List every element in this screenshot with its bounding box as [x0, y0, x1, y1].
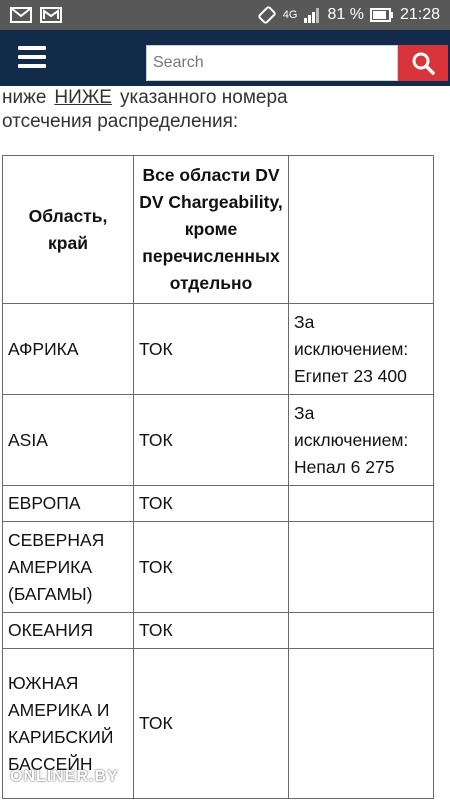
row-value: ТОК — [134, 395, 289, 486]
watermark: ONLINER.BY — [10, 768, 119, 785]
row-exception: За исключением: Непал 6 275 — [289, 395, 434, 486]
intro-text — [2, 86, 442, 134]
row-value: ТОК — [134, 304, 289, 395]
site-header — [0, 30, 450, 86]
search-button[interactable] — [398, 45, 448, 81]
signal-icon — [303, 7, 321, 23]
regions-table — [2, 155, 434, 799]
search-bar — [146, 45, 448, 81]
status-right — [257, 6, 440, 24]
row-value: ТОК — [134, 613, 289, 649]
clock: 21:28 — [399, 6, 440, 23]
row-region: ЕВРОПА — [3, 486, 134, 522]
row-exception — [289, 613, 434, 649]
intro-after: указанного номера — [119, 87, 288, 108]
gallery-mail-icon — [40, 7, 62, 23]
row-value: ТОК — [134, 649, 289, 799]
header-exceptions — [289, 156, 434, 304]
header-all-areas: Все области DV DV Chargeability, кроме перечисленных отдельно — [134, 156, 289, 304]
table-row — [3, 486, 434, 522]
battery-percent: 81 % — [327, 6, 364, 23]
row-value: ТОК — [134, 486, 289, 522]
row-exception: За исключением: Египет 23 400 — [289, 304, 434, 395]
notification-icons — [10, 7, 62, 23]
mail-icon — [10, 7, 32, 23]
row-region: ОКЕАНИЯ — [3, 613, 134, 649]
table-row — [3, 304, 434, 395]
search-icon — [411, 51, 435, 75]
table-header-row — [3, 156, 434, 304]
battery-icon — [370, 8, 394, 22]
row-region: АФРИКА — [3, 304, 134, 395]
network-type: 4G — [282, 9, 298, 21]
row-region: ASIA — [3, 395, 134, 486]
row-value: ТОК — [134, 522, 289, 613]
row-region: СЕВЕРНАЯ АМЕРИКА (БАГАМЫ) — [3, 522, 134, 613]
vibrate-icon — [257, 6, 277, 24]
intro-link[interactable]: НИЖЕ — [54, 87, 112, 108]
header-region: Область, край — [3, 156, 134, 304]
row-region: ЮЖНАЯ АМЕРИКА И КАРИБСКИЙ БАССЕЙН — [3, 649, 134, 799]
intro-line2: отсечения распределения: — [2, 111, 239, 132]
row-exception — [289, 522, 434, 613]
status-bar — [0, 0, 450, 30]
table-row — [3, 613, 434, 649]
search-input[interactable] — [146, 45, 398, 81]
row-exception — [289, 649, 434, 799]
row-exception — [289, 486, 434, 522]
menu-icon[interactable] — [18, 46, 46, 70]
table-row — [3, 522, 434, 613]
table-row — [3, 395, 434, 486]
intro-before: ниже — [2, 87, 47, 108]
